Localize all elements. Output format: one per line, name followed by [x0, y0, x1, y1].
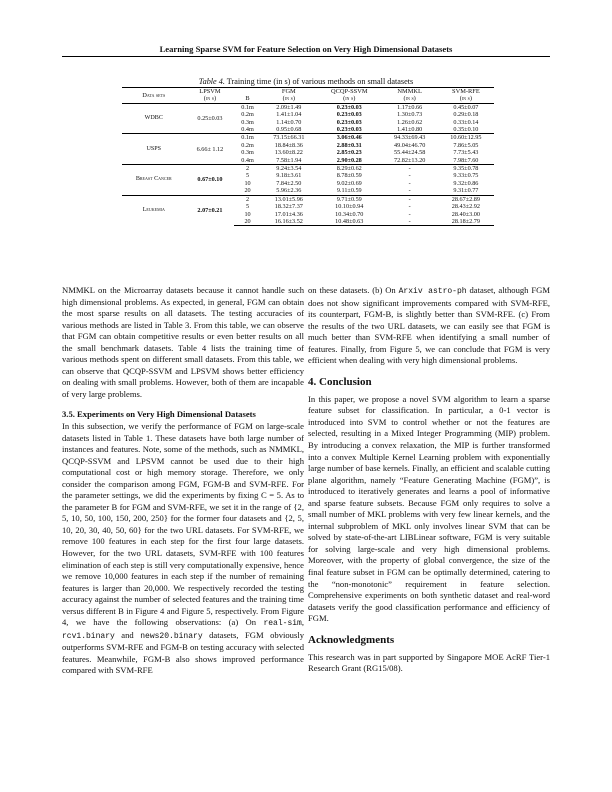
- header-svmrfe: SVM-RFE: [438, 88, 494, 96]
- subheader-fgm: (in s): [261, 95, 317, 103]
- svmrfe-cell: 28.18±2.79: [438, 218, 494, 226]
- svmrfe-cell: 7.98±7.60: [453, 156, 479, 164]
- svmrfe-cell: 9.32±0.86: [453, 179, 479, 187]
- b-cell: 0.4m: [241, 156, 254, 164]
- left-paragraph-2: [62, 421, 304, 677]
- fgm-cell: 2.09±1.49: [261, 103, 317, 111]
- running-head: Learning Sparse SVM for Feature Selection on Very High Dimensional Datasets: [159, 44, 453, 54]
- dataset-name-cell: WDBC: [122, 103, 186, 134]
- table-group: [122, 134, 494, 165]
- right-paragraph-1-text-b: dataset, although FGM does not show significant improvements compared with SVM-RFE, its counterpart, FGM-B, is slightly better than SVM-RFE. (c) From the results of the two URL datasets, we can easily see that FGM is much better than SVM-RFE when identifying a small number of features. Finally, from Figure 5, we can conclude that FGM is very efficient when dealing with very high dimensional problems.: [308, 285, 550, 366]
- qcqp-cell: 0.23±0.03: [336, 111, 362, 119]
- fgm-cell: 9.24±3.54: [261, 165, 317, 173]
- nmmkl-cell: 49.04±46.70: [394, 141, 426, 149]
- b-cell: 5: [245, 203, 250, 211]
- left-separator-2: and: [114, 629, 141, 640]
- fgm-cell: 13.01±5.96: [261, 195, 317, 203]
- training-time-table: [122, 87, 494, 226]
- nmmkl-cell: 1.41±0.80: [397, 126, 423, 134]
- right-column: [308, 285, 550, 675]
- subheader-svmrfe: (in s): [438, 95, 494, 103]
- qcqp-cell: 9.11±0.59: [336, 187, 362, 195]
- nmmkl-cell: 55.44±24.58: [394, 149, 426, 157]
- b-cell: 0.1m: [234, 134, 260, 142]
- qcqp-cell: 8.29±0.62: [317, 165, 382, 173]
- qcqp-cell: 3.06±0.46: [317, 134, 382, 142]
- right-paragraph-1-text-a: on these datasets. (b) On: [308, 285, 399, 295]
- table-group: [122, 195, 494, 226]
- svmrfe-cell: 9.31±0.77: [453, 187, 479, 195]
- b-cell: 2: [234, 195, 260, 203]
- table-caption-text: Training time (in s) of various methods on small datasets: [226, 77, 414, 86]
- fgm-cell: 18.32±7.37: [274, 203, 303, 211]
- table-caption-label: Table 4.: [198, 77, 225, 86]
- header-rule: [62, 56, 550, 57]
- nmmkl-cell: 94.33±69.43: [382, 134, 438, 142]
- dataset-name-real-sim: real-sim: [263, 619, 302, 629]
- dataset-name-cell: Leukemia: [122, 195, 186, 226]
- table-row: [122, 134, 494, 142]
- b-cell: 0.2m: [241, 141, 254, 149]
- nmmkl-cell: -: [382, 218, 438, 226]
- nmmkl-cell: -: [408, 203, 411, 211]
- table-group: [122, 165, 494, 196]
- qcqp-cell: 10.34±0.70: [335, 210, 364, 218]
- qcqp-cell: 0.23±0.03: [317, 103, 382, 111]
- fgm-cell: 13.60±8.22: [274, 149, 303, 157]
- qcqp-cell: 0.23±0.03: [336, 126, 362, 134]
- nmmkl-cell: -: [382, 165, 438, 173]
- left-paragraph-2-text-a: In this subsection, we verify the performance of FGM on large-scale datasets listed in Table 1. These datasets have both large number of instances and features. Note, some of the methods, such as NMMKL, QCQP-SSVM and LPSVM cannot be used due to their high computational cost or high memory storage. Therefore, we only consider the comparison among FGM, FGM-B and SVM-RFE. For the parameter settings, we did the experiments by fixing C = 5. As to the parameter B for FGM and SVM-RFE, we set it in the range of {2, 5, 10, 50, 100, 150, 200, 250} for the former four datasets and {2, 5, 10, 20, 30, 40, 50, 60} for the two URL datasets. For SVM-RFE, we remove 100 features in each step for the first four large datasets. However, for the two URL datasets, SVM-RFE with 100 features elimination of each step is still very computationally expensive, hence we remove 10,000 features in each step if the number of remaining features is larger than 20,000. We respectively recorded the testing accuracy against the number of selected features and the training time versus different B in Figure 4 and Figure 5, respectively. From Figure 4, we have the following observations: (a) On: [62, 420, 304, 628]
- header-qcqp: QCQP-SSVM: [317, 88, 382, 96]
- subheader-qcqp: (in s): [317, 95, 382, 103]
- qcqp-cell: 8.78±0.59: [336, 172, 362, 180]
- b-cell: 20: [234, 218, 260, 226]
- header-nmmkl: NMMKL: [382, 88, 438, 96]
- fgm-cell: 18.84±8.36: [274, 141, 303, 149]
- svmrfe-cell: 28.43±2.92: [451, 203, 480, 211]
- conclusion-paragraph: In this paper, we propose a novel SVM algorithm to learn a sparse feature subset for classification. In particular, a 0-1 vector is introduced into SVM to control whether or not the features are selected, resulting in a Mixed Integer Programming (MIP) problem. By introducing a convex relaxation, the MIP is further transformed into a convex Multiple Kernel Learning problem with exponentially large number of base kernels. Finally, an efficient and scalable cutting plane algorithm, namely “Feature Generating Machine (FGM)”, is introduced to iteratively generates and learns a pool of informative and sparse feature subsets. Because FGM only requires to solve a small number of MKL problems with very few linear kernels, and the internal subproblem of MKL only involves linear SVM that can be solved by state-of-the-art LIBLinear software, FGM is very suitable for solving large-scale and very high dimensional problems. Moreover, with the property of global convergence, the size of the final feature subset in FGM can be optimally determined, catering to the “non-monotonic” requirement in feature selection. Comprehensive experiments on both synthetic dataset and real-word datasets verify the good classification performance and efficiency of FGM.: [308, 393, 550, 624]
- table-row: [122, 195, 494, 203]
- svmrfe-cell: 0.45±0.07: [438, 103, 494, 111]
- qcqp-cell: 2.88±0.31: [336, 141, 362, 149]
- fgm-cell: 17.01±4.36: [274, 210, 303, 218]
- svmrfe-cell: 9.35±0.78: [438, 165, 494, 173]
- nmmkl-cell: 1.30±0.73: [397, 111, 423, 119]
- svmrfe-cell: 0.29±0.18: [453, 111, 479, 119]
- header-lpsvm: LPSVM: [186, 88, 235, 96]
- qcqp-cell: 2.85±0.23: [336, 149, 362, 157]
- acknowledgments-text: This research was in part supported by Singapore MOE AcRF Tier-1 Research Grant (RG15/08).: [308, 651, 550, 674]
- table-group: [122, 103, 494, 134]
- qcqp-cell: 0.23±0.03: [336, 118, 362, 126]
- svmrfe-cell: 28.40±3.00: [451, 210, 480, 218]
- section-heading-3-5: 3.5. Experiments on Very High Dimensional Datasets: [62, 409, 256, 420]
- acknowledgments-heading: Acknowledgments: [308, 633, 395, 646]
- fgm-cell: 1.41±1.04: [276, 111, 302, 119]
- qcqp-cell: 2.90±0.28: [336, 156, 362, 164]
- fgm-cell: 16.16±3.52: [261, 218, 317, 226]
- b-cell: 0.3m: [241, 118, 254, 126]
- left-paragraph-1: NMMKL on the Microarray datasets because it cannot handle such high dimensional problems. As expected, in general, FGM can obtain the most sparse results on all datasets. The testing accuracies of various methods are listed in Table 3. From this table, we can observe that FGM can obtain competitive results or even better results on all the small benchmark datasets. Table 4 lists the training time of various methods spent on different small datasets. From this table, we can observe that QCQP-SSVM and LPSVM shows better efficiency on dealing with small problems. However, both of them are incapable of very large problems.: [62, 285, 304, 399]
- subheader-nmmkl: (in s): [382, 95, 438, 103]
- header-fgm: FGM: [261, 88, 317, 96]
- svmrfe-cell: 0.35±0.10: [453, 126, 479, 134]
- dataset-name-cell: USPS: [122, 134, 186, 165]
- subheader-b: B: [234, 95, 260, 103]
- lpsvm-cell: 0.67±0.10: [186, 165, 235, 196]
- fgm-cell: 7.58±1.94: [276, 156, 302, 164]
- svmrfe-cell: 7.73±5.43: [453, 149, 479, 157]
- nmmkl-cell: -: [408, 179, 411, 187]
- qcqp-cell: 10.48±0.63: [317, 218, 382, 226]
- dataset-name-rcv1: rcv1.binary: [62, 631, 115, 641]
- fgm-cell: 7.84±2.50: [276, 179, 302, 187]
- fgm-cell: 9.18±3.61: [276, 172, 302, 180]
- lpsvm-cell: 2.07±0.21: [186, 195, 235, 226]
- section-heading-conclusion: 4. Conclusion: [308, 375, 372, 388]
- header-datasets: Data sets: [122, 88, 186, 104]
- table-header-row: [122, 88, 494, 96]
- nmmkl-cell: -: [408, 210, 411, 218]
- table-row: [122, 165, 494, 173]
- right-paragraph-1: [308, 285, 550, 367]
- b-cell: 10: [244, 210, 251, 218]
- nmmkl-cell: 1.17±0.66: [382, 103, 438, 111]
- dataset-name-news20: news20.binary: [140, 631, 203, 641]
- svmrfe-cell: 7.86±5.05: [453, 141, 479, 149]
- svmrfe-cell: 10.60±12.95: [438, 134, 494, 142]
- svmrfe-cell: 28.67±2.89: [438, 195, 494, 203]
- lpsvm-cell: 0.25±0.03: [186, 103, 235, 134]
- lpsvm-cell: 6.66± 1.12: [186, 134, 235, 165]
- b-cell: 0.2m: [241, 111, 254, 119]
- qcqp-cell: 9.71±0.59: [317, 195, 382, 203]
- header-blank: [234, 88, 260, 96]
- table-caption: [0, 77, 612, 86]
- left-separator-1: ,: [301, 617, 304, 628]
- qcqp-cell: 10.10±0.94: [335, 203, 364, 211]
- left-column: [62, 285, 304, 677]
- b-cell: 20: [244, 187, 251, 195]
- fgm-cell: 1.14±0.70: [276, 118, 302, 126]
- nmmkl-cell: -: [408, 172, 411, 180]
- dataset-name-cell: Breast Cancer: [122, 165, 186, 196]
- nmmkl-cell: 1.26±0.62: [397, 118, 423, 126]
- qcqp-cell: 9.02±0.69: [336, 179, 362, 187]
- b-cell: 2: [234, 165, 260, 173]
- fgm-cell: 5.96±2.36: [276, 187, 302, 195]
- b-cell: 0.3m: [241, 149, 254, 157]
- nmmkl-cell: 72.82±13.20: [394, 156, 426, 164]
- svmrfe-cell: 9.33±0.75: [453, 172, 479, 180]
- svmrfe-cell: 0.33±0.14: [453, 118, 479, 126]
- fgm-cell: 73.15±66.31: [261, 134, 317, 142]
- dataset-name-arxiv: Arxiv astro-ph: [398, 287, 467, 296]
- table-row: [122, 103, 494, 111]
- b-cell: 0.4m: [241, 126, 254, 134]
- b-cell: 0.1m: [234, 103, 260, 111]
- b-cell: 5: [245, 172, 250, 180]
- subheader-lpsvm: (in s): [186, 95, 235, 103]
- b-cell: 10: [244, 179, 251, 187]
- nmmkl-cell: -: [408, 187, 411, 195]
- fgm-cell: 0.95±0.68: [276, 126, 302, 134]
- left-paragraph-2-text-b: datasets, FGM obviously outperforms SVM-RFE and FGM-B on testing accuracy with selected features. Meanwhile, FGM-B also shows improved performance compared with SVM-RFE: [62, 629, 304, 676]
- nmmkl-cell: -: [382, 195, 438, 203]
